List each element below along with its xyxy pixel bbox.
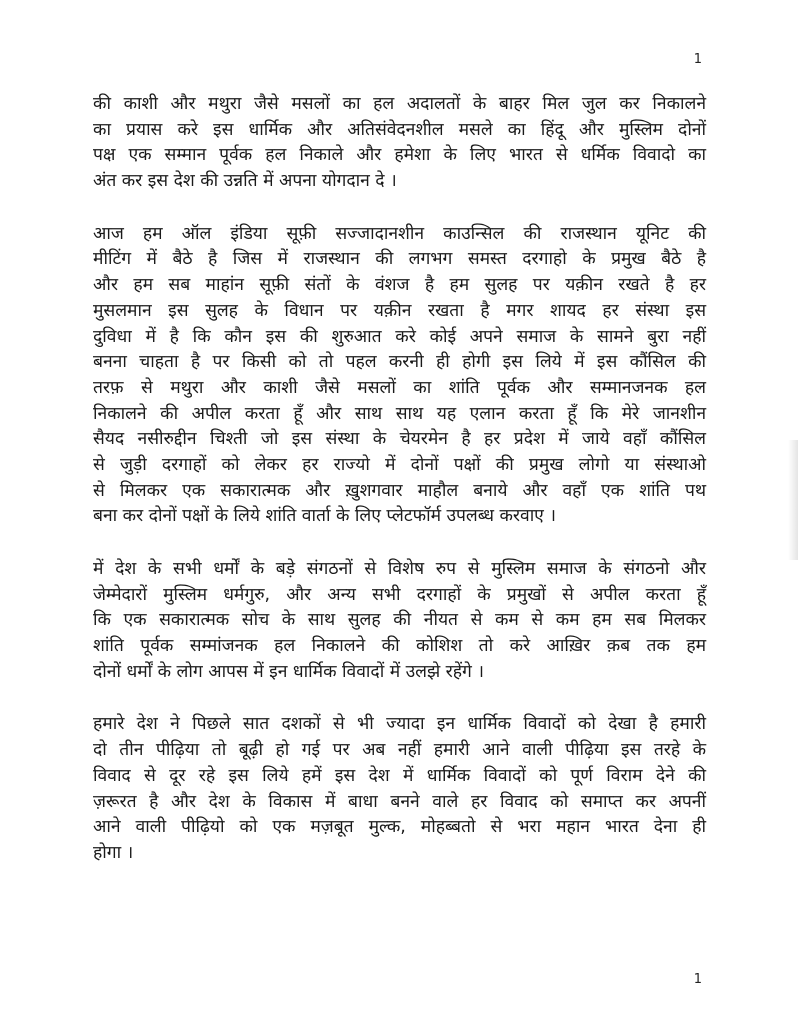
text-line: में देश के सभी धर्मों के बड़े संगठनों से विशेष रुप से मुस्लिम समाज के संगठनो और: [93, 559, 706, 579]
text-line: से मिलकर एक सकारात्मक और ख़ुशगवार माहौल बनाये और वहाँ एक शांति पथ: [93, 480, 706, 501]
document-body: [93, 92, 706, 894]
text-line: कि एक सकारात्मक सोच के साथ सुलह की नीयत से कम से कम हम सब मिलकर: [93, 610, 706, 631]
text-line: से जुड़ी दरगाहों को लेकर हर राज्यो में दोनों पक्षों की प्रमुख लोगो या संस्थाओ: [93, 454, 706, 475]
paragraph-2: [93, 222, 706, 530]
text-line: का प्रयास करे इस धार्मिक और अतिसंवेदनशील मसले का हिंदू और मुस्लिम दोनों: [93, 119, 706, 140]
text-line: होगा ।: [93, 842, 134, 863]
text-line: आने वाली पीढ़ियो को एक मज़बूत मुल्क, मोहब्बतो से भरा महान भारत देना ही: [93, 817, 706, 838]
paragraph-4: [93, 712, 706, 866]
text-line: बनना चाहता है पर किसी को तो पहल करनी ही होगी इस लिये में इस कौंसिल की: [93, 352, 706, 373]
page-edge-shadow: [788, 440, 798, 560]
text-line: आज हम ऑल इंडिया सूफ़ी सज्जादानशीन काउन्सिल की राजस्थान यूनिट की: [93, 223, 706, 244]
paragraph-1: [93, 92, 706, 195]
text-line: जेम्मेदारों मुस्लिम धर्मगुरु, और अन्य सभी दरगाहों के प्रमुखों से अपील करता हूँ: [93, 584, 706, 605]
page-number-top: 1: [693, 52, 702, 67]
paragraph-3: [93, 557, 706, 685]
text-line: तरफ़ से मथुरा और काशी जैसे मसलों का शांति पूर्वक और सम्मानजनक हल: [93, 377, 706, 398]
text-line: और हम सब माहांन सूफ़ी संतों के वंशज है हम सुलह पर यक़ीन रखते है हर: [93, 275, 706, 296]
text-line: दोनों धर्मों के लोग आपस में इन धार्मिक विवादों में उलझे रहेंगे ।: [93, 661, 484, 682]
text-line: की काशी और मथुरा जैसे मसलों का हल अदालतों के बाहर मिल जुल कर निकालने: [93, 94, 706, 114]
page-number-bottom: 1: [693, 972, 702, 987]
text-line: पक्ष एक सम्मान पूर्वक हल निकाले और हमेशा के लिए भारत से धर्मिक विवादो का: [93, 145, 706, 166]
text-line: शांति पूर्वक सम्मांजनक हल निकालने की कोशिश तो करे आख़िर क़ब तक हम: [93, 636, 706, 657]
text-line: दुविधा में है कि कौन इस की शुरुआत करे कोई अपने समाज के सामने बुरा नहीं: [93, 326, 706, 347]
text-line: निकालने की अपील करता हूँ और साथ साथ यह एलान करता हूँ कि मेरे जानशीन: [93, 403, 706, 424]
text-line: मीटिंग में बैठे है जिस में राजस्थान की लगभग समस्त दरगाहो के प्रमुख बैठे है: [93, 249, 706, 270]
text-line: हमारे देश ने पिछले सात दशकों से भी ज्यादा इन धार्मिक विवादों को देखा है हमारी: [93, 714, 706, 735]
text-line: मुसलमान इस सुलह के विधान पर यक़ीन रखता है मगर शायद हर संस्था इस: [93, 300, 706, 321]
text-line: ज़रूरत है और देश के विकास में बाधा बनने वाले हर विवाद को समाप्त कर अपनीं: [93, 791, 706, 812]
text-line: दो तीन पीढ़िया तो बूढ़ी हो गई पर अब नहीं हमारी आने वाली पीढ़िया इस तरहे के: [93, 740, 706, 761]
text-line: बना कर दोनों पक्षों के लिये शांति वार्ता के लिए प्लेटफॉर्म उपलब्ध करवाए ।: [93, 506, 556, 527]
text-line: अंत कर इस देश की उन्नति में अपना योगदान दे ।: [93, 171, 397, 192]
text-line: सैयद नसीरुद्दीन चिश्ती जो इस संस्था के चेयरमेन है हर प्रदेश में जाये वहाँ कौंसिल: [93, 429, 706, 450]
text-line: विवाद से दूर रहे इस लिये हमें इस देश में धार्मिक विवादों को पूर्ण विराम देने की: [93, 765, 706, 786]
